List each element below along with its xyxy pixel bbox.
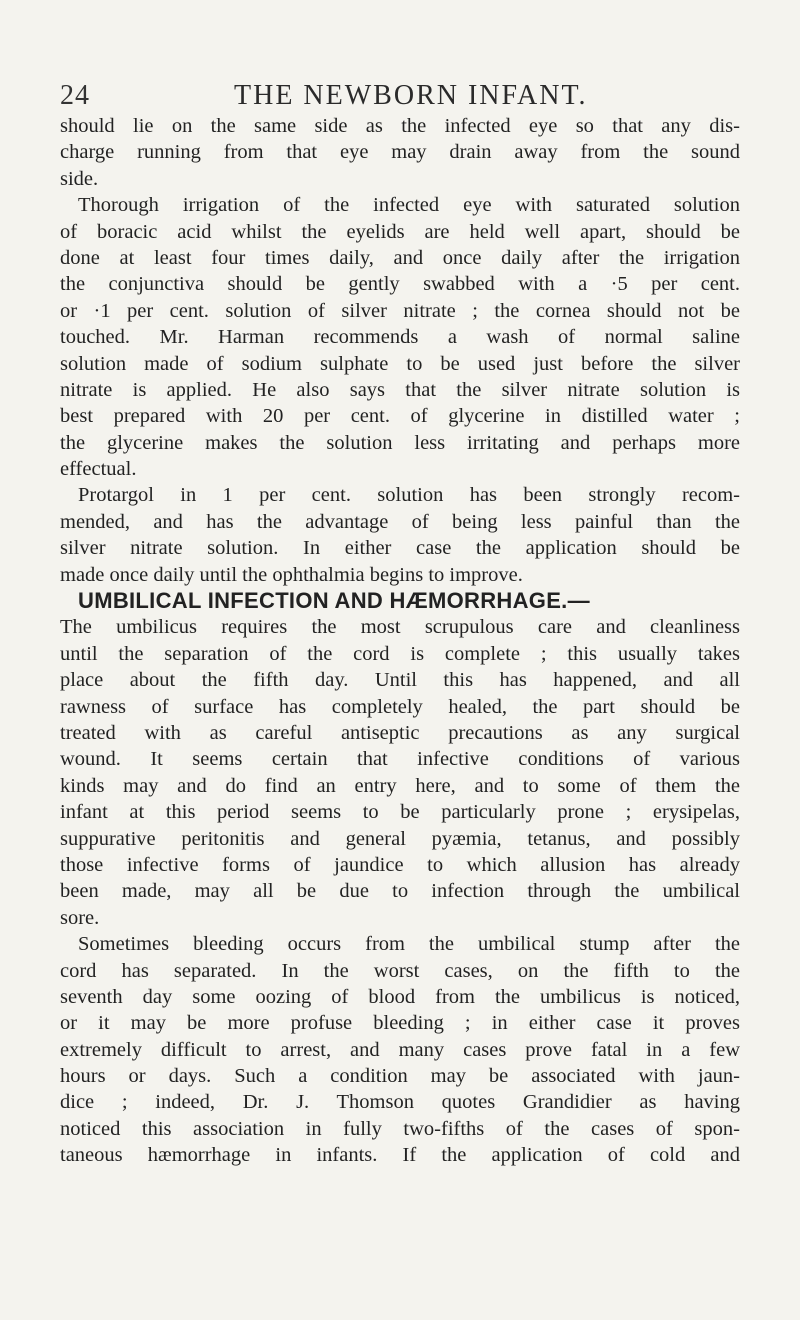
text-line: until the separation of the cord is complete ; this usually takes — [60, 642, 740, 665]
text-line: charge running from that eye may drain away from the sound — [60, 141, 740, 164]
text-line: best prepared with 20 per cent. of glycerine in distilled water ; — [60, 405, 740, 428]
text-line: should lie on the same side as the infected eye so that any dis- — [60, 115, 740, 137]
text-line: infant at this period seems to be particularly prone ; erysipelas, — [60, 801, 740, 824]
text-line: effectual. — [60, 458, 137, 481]
text-line: mended, and has the advantage of being less painful than the — [60, 510, 740, 533]
text-line: place about the fifth day. Until this has happened, and all — [60, 669, 740, 692]
section-heading-line — [60, 588, 740, 614]
text-line: been made, may all be due to infection through the umbilical — [60, 880, 740, 903]
text-line: solution made of sodium sulphate to be used just before the silver — [60, 352, 740, 375]
text-line: the glycerine makes the solution less irritating and perhaps more — [60, 431, 740, 454]
text-line: extremely difficult to arrest, and many cases prove fatal in a few — [60, 1038, 740, 1061]
running-title: THE NEWBORN INFANT. — [234, 80, 588, 111]
text-line: taneous hæmorrhage in infants. If the application of cold and — [60, 1144, 740, 1167]
text-line: made once daily until the ophthalmia begins to improve. — [60, 563, 523, 586]
text-line: nitrate is applied. He also says that the silver nitrate solution is — [60, 378, 740, 401]
text-line: side. — [60, 167, 99, 190]
text-line: wound. It seems certain that infective conditions of various — [60, 748, 740, 771]
text-line: of boracic acid whilst the eyelids are held well apart, should be — [60, 220, 740, 243]
text-line: seventh day some oozing of blood from the umbilicus is noticed, — [60, 985, 740, 1008]
text-line: suppurative peritonitis and general pyæmia, tetanus, and possibly — [60, 827, 740, 850]
text-line: touched. Mr. Harman recommends a wash of normal saline — [60, 326, 740, 349]
text-line: Sometimes bleeding occurs from the umbilical stump after the — [78, 933, 740, 956]
text-line: the conjunctiva should be gently swabbed with a ·5 per cent. — [60, 273, 740, 296]
text-line: treated with as careful antiseptic precautions as any surgical — [60, 721, 740, 744]
text-line: done at least four times daily, and once daily after the irrigation — [60, 246, 740, 269]
text-line: Thorough irrigation of the infected eye with saturated solution — [78, 194, 740, 217]
text-line: dice ; indeed, Dr. J. Thomson quotes Grandidier as having — [60, 1091, 740, 1114]
text-line: rawness of surface has completely healed, the part should be — [60, 695, 740, 718]
text-line: The umbilicus requires the most scrupulous care and cleanliness — [60, 616, 740, 639]
text-line: or it may be more profuse bleeding ; in either case it proves — [60, 1012, 740, 1035]
text-line: sore. — [60, 906, 100, 929]
text-line: cord has separated. In the worst cases, on the fifth to the — [60, 959, 740, 982]
section-heading: UMBILICAL INFECTION AND HÆMORRHAGE.— — [78, 588, 590, 614]
text-line: those infective forms of jaundice to which allusion has already — [60, 853, 740, 876]
text-line: kinds may and do find an entry here, and to some of them the — [60, 774, 740, 797]
page-number: 24 — [60, 80, 90, 111]
text-line: or ·1 per cent. solution of silver nitrate ; the cornea should not be — [60, 299, 740, 322]
body-text — [60, 113, 740, 1169]
text-line: Protargol in 1 per cent. solution has been strongly recom- — [78, 484, 740, 507]
text-line: silver nitrate solution. In either case the application should be — [60, 537, 740, 560]
text-line: noticed this association in fully two-fifths of the cases of spon- — [60, 1117, 740, 1140]
text-line: hours or days. Such a condition may be associated with jaun- — [60, 1065, 740, 1088]
